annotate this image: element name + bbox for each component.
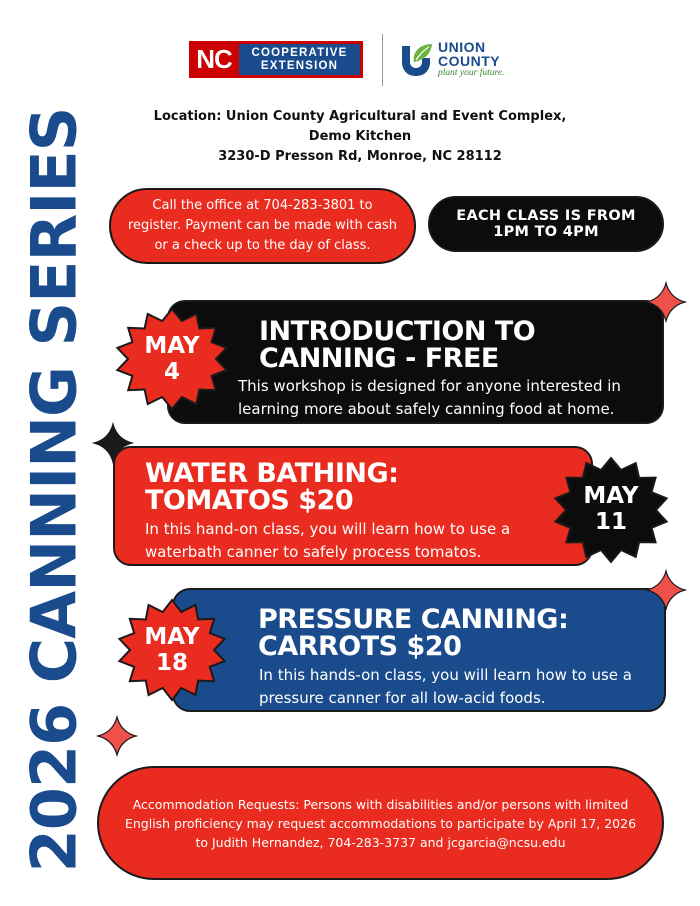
accommodation-line1: Accommodation Requests: Persons with disabilities and/or persons with limited <box>132 796 629 812</box>
register-line2: register. Payment can be made with cash <box>128 218 397 233</box>
uc-line1: UNION <box>438 39 486 55</box>
nc-cooperative-extension-logo <box>189 41 363 78</box>
class-title-intro <box>259 318 535 372</box>
class-title-pressure-canning <box>258 606 568 660</box>
union-county-logo-icon <box>398 40 434 78</box>
class-desc-water-line2: waterbath canner to safely process tomatos. <box>145 543 482 561</box>
date-label-may-11 <box>552 483 670 535</box>
nc-logo-line1: COOPERATIVE <box>251 46 348 59</box>
class-desc-water-bathing <box>145 518 510 564</box>
series-title: 2026 CANNING SERIES <box>17 107 91 873</box>
class-time-line2: 1PM TO 4PM <box>493 224 599 240</box>
register-info-pill <box>109 188 416 264</box>
class-desc-intro-line2: learning more about safely canning food at home. <box>238 400 615 418</box>
register-line1: Call the office at 704-283-3801 to <box>152 198 373 213</box>
class-title-intro-line2: CANNING - FREE <box>259 343 499 374</box>
location-block <box>150 107 570 167</box>
date-label-may-18 <box>116 624 228 676</box>
location-line1: Location: Union County Agricultural and Event Complex, <box>153 109 567 124</box>
sparkle-icon <box>644 568 688 612</box>
location-line2: Demo Kitchen <box>308 129 412 144</box>
date-month-1: MAY <box>144 333 200 359</box>
class-title-water-line2: TOMATOS $20 <box>145 485 354 516</box>
class-title-water-bathing <box>145 460 398 514</box>
uc-tagline: plant your future. <box>438 68 505 78</box>
class-title-water-line1: WATER BATHING: <box>145 458 399 489</box>
sparkle-icon <box>91 421 135 465</box>
class-desc-pressure-line1: In this hands-on class, you will learn how to use a <box>259 666 632 684</box>
class-desc-intro-line1: This workshop is designed for anyone interested in <box>238 377 621 395</box>
nc-logo-line2: EXTENSION <box>260 59 339 72</box>
class-title-pressure-line2: CARROTS $20 <box>258 631 462 662</box>
date-month-2: MAY <box>583 483 639 509</box>
location-line3: 3230-D Presson Rd, Monroe, NC 28112 <box>218 149 502 164</box>
class-time-line1: EACH CLASS IS FROM <box>456 208 636 224</box>
accommodation-line2: English proficiency may request accommodations to participate by April 17, 2026 <box>124 815 637 831</box>
union-county-logo-text <box>438 40 504 79</box>
date-day-3: 18 <box>155 650 188 676</box>
date-label-may-4 <box>114 333 230 385</box>
logo-divider <box>382 34 383 86</box>
sparkle-shape-1 <box>647 283 685 321</box>
sparkle-icon <box>644 280 688 324</box>
class-time-pill <box>428 196 664 252</box>
sparkle-shape-4 <box>98 717 136 755</box>
nc-logo-text <box>239 41 363 78</box>
class-title-pressure-line1: PRESSURE CANNING: <box>258 604 569 635</box>
class-title-intro-line1: INTRODUCTION TO <box>259 316 536 347</box>
class-desc-pressure-line2: pressure canner for all low-acid foods. <box>259 689 546 707</box>
uc-line2: COUNTY <box>438 53 501 69</box>
sparkle-icon <box>95 714 139 758</box>
date-day-2: 11 <box>594 509 627 535</box>
date-day-1: 4 <box>163 359 180 385</box>
sparkle-shape-2 <box>94 424 132 462</box>
sparkle-shape-3 <box>647 571 685 609</box>
class-desc-pressure-canning <box>259 664 632 710</box>
accommodation-pill <box>97 766 664 880</box>
nc-logo-mark: NC <box>189 41 239 78</box>
accommodation-line3: to Judith Hernandez, 704-283-3737 and jcgarcia@ncsu.edu <box>195 834 566 850</box>
class-desc-water-line1: In this hand-on class, you will learn how to use a <box>145 520 511 538</box>
register-line3: or a check up to the day of class. <box>154 238 371 253</box>
date-month-3: MAY <box>144 624 200 650</box>
class-desc-intro <box>238 375 621 421</box>
